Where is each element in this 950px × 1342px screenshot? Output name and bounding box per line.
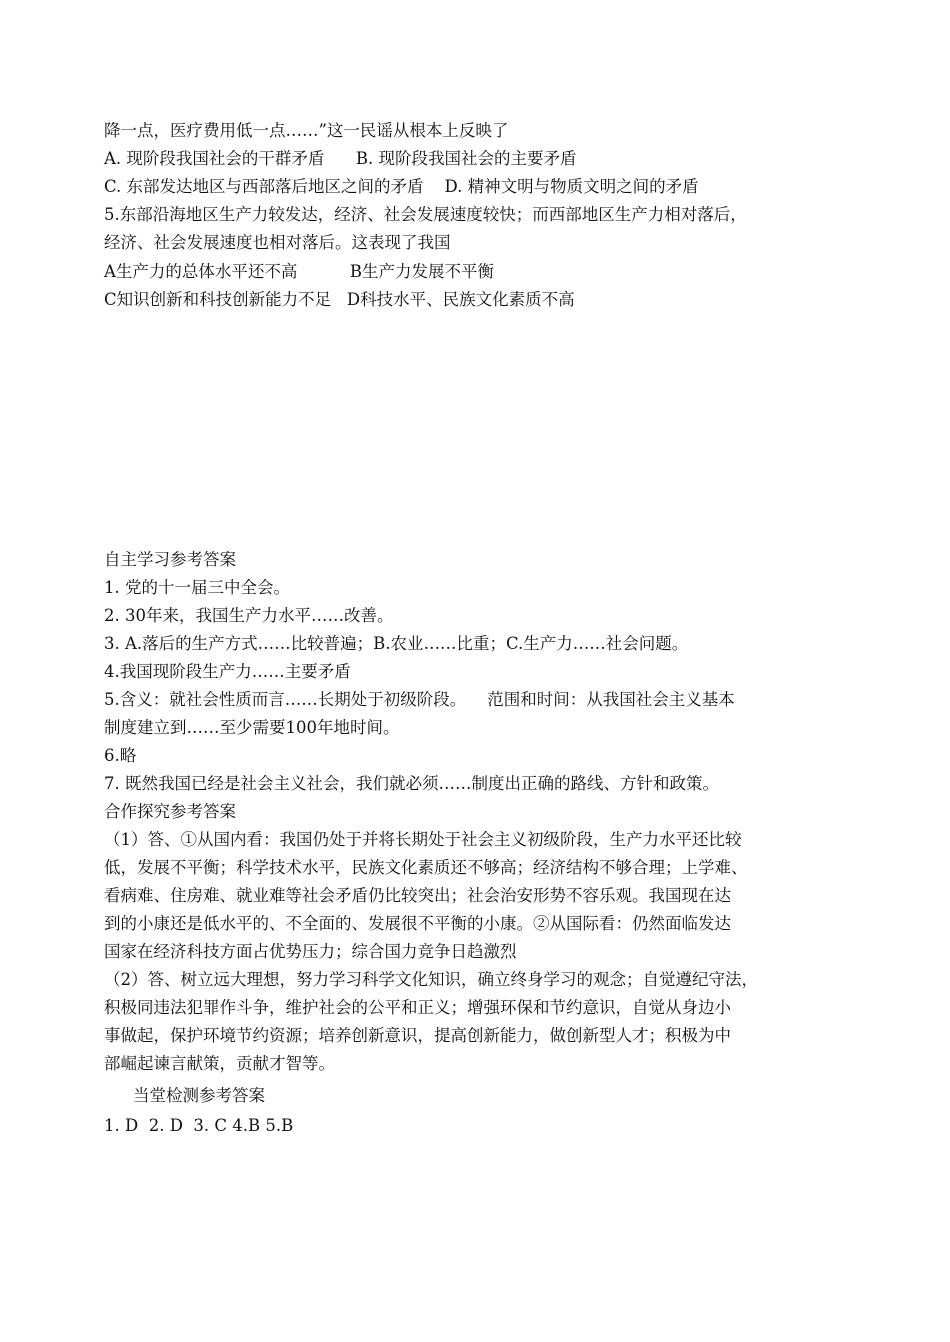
class-test-answers: 1. D 2. D 3. C 4.B 5.B [104, 1116, 294, 1135]
cooperative-answer: 事做起，保护环境节约资源；培养创新意识，提高创新能力，做创新型人才；积极为中 [104, 1026, 731, 1045]
cooperative-answer: （1）答、①从国内看：我国仍处于并将长期处于社会主义初级阶段，生产力水平还比较 [104, 830, 742, 849]
self-study-answer: 4.我国现阶段生产力……主要矛盾 [104, 662, 351, 681]
cooperative-answer: 低，发展不平衡；科学技术水平，民族文化素质还不够高；经济结构不够合理；上学难、 [104, 858, 748, 877]
cooperative-answer: 国家在经济科技方面占优势压力；综合国力竞争日趋激烈 [104, 942, 517, 961]
q4-stem-tail: 降一点，医疗费用低一点……”这一民谣从根本上反映了 [104, 121, 509, 140]
self-study-heading: 自主学习参考答案 [104, 550, 236, 569]
self-study-answer: 5.含义：就社会性质而言……长期处于初级阶段。 范围和时间：从我国社会主义基本 [104, 690, 735, 709]
self-study-answer: 1. 党的十一届三中全会。 [104, 578, 290, 597]
q4-options-ab: A. 现阶段我国社会的干群矛盾 B. 现阶段我国社会的主要矛盾 [104, 149, 577, 168]
self-study-answer: 3. A.落后的生产方式……比较普遍；B.农业……比重；C.生产力……社会问题。 [104, 634, 689, 653]
self-study-answer: 制度建立到……至少需要100年地时间。 [104, 718, 400, 737]
cooperative-answer: 到的小康还是低水平的、不全面的、发展很不平衡的小康。②从国际看：仍然面临发达 [104, 914, 731, 933]
q5-options-ab: A生产力的总体水平还不高 B生产力发展不平衡 [104, 262, 494, 281]
self-study-answer: 7. 既然我国已经是社会主义社会，我们就必须……制度出正确的路线、方针和政策。 [104, 774, 719, 793]
cooperative-answer: 看病难、住房难、就业难等社会矛盾仍比较突出；社会治安形势不容乐观。我国现在达 [104, 886, 731, 905]
q5-options-cd: C知识创新和科技创新能力不足 D科技水平、民族文化素质不高 [104, 290, 575, 309]
cooperative-answer: 部崛起谏言献策，贡献才智等。 [104, 1054, 335, 1073]
q5-stem-line-2: 经济、社会发展速度也相对落后。这表现了我国 [104, 233, 451, 252]
q5-stem-line-1: 5.东部沿海地区生产力较发达，经济、社会发展速度较快；而西部地区生产力相对落后， [104, 205, 747, 224]
self-study-answer: 6.略 [104, 746, 137, 765]
cooperative-answer: （2）答、树立远大理想，努力学习科学文化知识，确立终身学习的观念；自觉遵纪守法， [104, 970, 758, 989]
cooperative-answer: 积极同违法犯罪作斗争，维护社会的公平和正义；增强环保和节约意识，自觉从身边小 [104, 998, 731, 1017]
cooperative-heading: 合作探究参考答案 [104, 802, 236, 821]
class-test-heading: 当堂检测参考答案 [133, 1086, 265, 1105]
q4-options-cd: C. 东部发达地区与西部落后地区之间的矛盾 D. 精神文明与物质文明之间的矛盾 [104, 177, 699, 196]
self-study-answer: 2. 30年来，我国生产力水平……改善。 [104, 606, 394, 625]
